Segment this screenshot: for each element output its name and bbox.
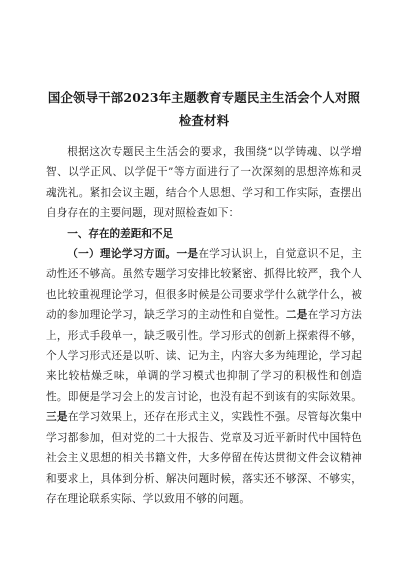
theory-study-paragraph — [46, 244, 362, 509]
point1-text: 在学习认识上，自觉意识不足，主动性还不够高。虽然专题学习安排比较紧密、抓得比较严，我个人也比较重视理论学习，但很多时候是公司要求学什么就学什么，被动的参加理论学习，缺乏学习的主动性和自觉性。 — [46, 248, 363, 322]
intro-paragraph: 根据这次专题民主生活会的要求，我围绕“以学铸魂、以学增智、以学正风、以学促干”等方面进行了一次深刻的思想淬炼和灵魂洗礼。紧扣会议主题，结合个人思想、学习和工作实际，查摆出自身存在的主要问题，现对照检查如下： — [46, 146, 362, 220]
point3-label: 三是 — [46, 411, 68, 424]
point1-label: 一是 — [176, 248, 199, 261]
point3-text: 在学习效果上，还存在形式主义，实践性不强。尽管每次集中学习都参加，但对党的二十大报告、党章及习近平新时代中国特色社会主义思想的相关书籍文件，大多停留在传达贯彻文件会议精神和要求上，具体到分析、解决问题时候，落实还不够深、不够实，存在理论联系实际、学以致用不够的问题。 — [46, 411, 362, 505]
point2-label: 二是 — [285, 309, 308, 322]
point2-text: 在学习方法上，形式手段单一，缺乏吸引性。学习形式的创新上探索得不够，个人学习形式还是以听、读、记为主，内容大多为纯理论，学习起来比较枯燥乏味，单调的学习模式也抑制了学习的积极性和创造性。即便是学习会上的发言讨论，也没有起不到该有的实际效果。 — [46, 309, 362, 403]
section-heading: 一、存在的差距和不足 — [67, 227, 174, 240]
document-title: 国企领导干部2023年主题教育专题民主生活会个人对照检查材料 — [47, 90, 361, 128]
sub-heading: （一）理论学习方面。 — [67, 248, 177, 261]
